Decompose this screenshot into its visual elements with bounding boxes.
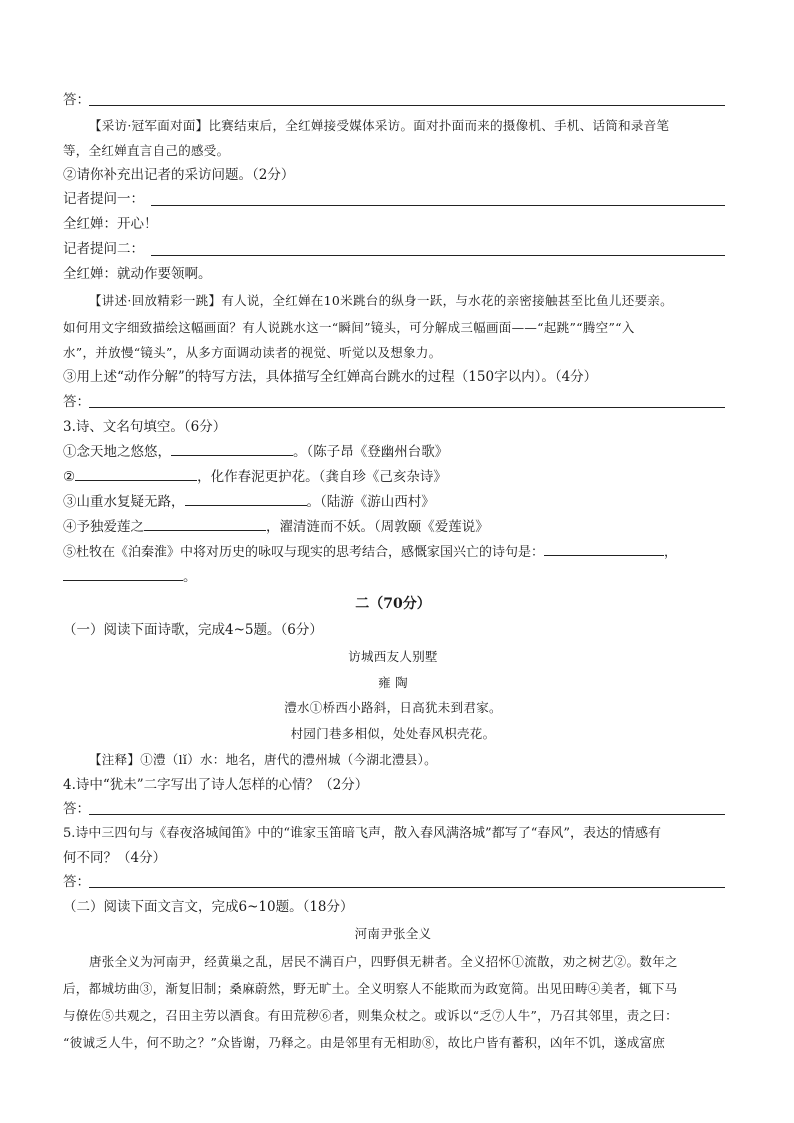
answer-underline [89, 814, 725, 815]
question-2: ②请你补充出记者的采访问题。（2分） [63, 167, 295, 183]
fill-blank-2[interactable] [75, 466, 197, 481]
exam-page [63, 88, 723, 1056]
poem-note: 【注释】①澧（lǐ）水：地名，唐代的澧州城（今湖北澧县）。 [89, 752, 437, 767]
answer-label: 答： [63, 394, 90, 410]
answer-label: 答： [63, 92, 90, 108]
fill-blank-3[interactable] [185, 491, 307, 506]
fill-blank-5a[interactable] [544, 541, 664, 556]
prose-line-2: 后，都城坊曲③，渐复旧制；桑麻蔚然，野无旷土。全义明察人不能欺而为政宽简。出见田畴④美者，辄下马 [63, 981, 678, 996]
answer-line-4[interactable] [63, 870, 723, 894]
fill-blank-5b[interactable] [63, 566, 183, 581]
narrate-line-1: 【讲述·回放精彩一跳】有人说，全红婵在10米跳台的纵身一跃，与水花的亲密接触甚至比鱼儿还要亲。 [89, 293, 673, 308]
poem-line-1: 澧水①桥西小路斜，日高犹未到君家。 [284, 700, 502, 715]
question-5-line-1: 5.诗中三四句与《春夜洛城闻笛》中的“谁家玉笛暗飞声，散入春风满洛城”都写了“春风”，表达的情感有 [63, 826, 661, 841]
prose-title: 河南尹张全义 [354, 926, 432, 941]
answer-line-1[interactable] [63, 88, 723, 112]
answer-line-3[interactable] [63, 797, 723, 821]
question-4: 4.诗中“犹未”二字写出了诗人怎样的心情？（2分） [63, 777, 369, 793]
fill-item-2-post: ，化作春泥更护花。（龚自珍《己亥杂诗》 [197, 469, 447, 485]
reporter-question-1[interactable] [63, 187, 723, 212]
fill-blank-4[interactable] [144, 516, 266, 531]
answer-quan-1: 全红婵：开心！ [63, 216, 158, 232]
answer-underline [89, 407, 725, 408]
fill-item-5-text: ⑤杜牧在《泊秦淮》中将对历史的咏叹与现实的思考结合，感慨家国兴亡的诗句是： [63, 545, 545, 560]
fill-item-5[interactable] [63, 540, 723, 565]
fill-item-2-pre: ② [63, 469, 76, 485]
narrate-line-2: 如何用文字细致描绘这幅画面？有人说跳水这一“瞬间”镜头，可分解成三幅画面——“起跳”“腾空”“入 [63, 320, 635, 335]
interview-intro-line-2: 等，全红婵直言自己的感受。 [63, 143, 230, 158]
fill-item-1[interactable] [63, 440, 723, 465]
answer-underline [89, 887, 725, 888]
fill-item-2[interactable] [63, 465, 723, 490]
fill-item-1-post: 。（陈子昂《登幽州台歌》 [293, 444, 449, 460]
fill-item-5-end: 。 [183, 569, 197, 585]
reporter-question-2-underline [151, 255, 725, 256]
prose-line-3: 与僚佐⑤共观之，召田主劳以酒食。有田荒秽⑥者，则集众杖之。或诉以“乏⑦人牛”，乃召其邻里，责之曰： [63, 1008, 678, 1023]
poem-title: 访城西友人别墅 [348, 649, 438, 664]
fill-item-3-post: 。（陆游《游山西村》 [306, 494, 435, 510]
reporter-question-1-underline [151, 205, 725, 206]
reporter-question-1-label: 记者提问一： [63, 191, 144, 207]
reporter-question-2-label: 记者提问二： [63, 241, 144, 257]
fill-blank-1[interactable] [171, 441, 293, 456]
fill-item-4[interactable] [63, 515, 723, 540]
fill-item-5-cont[interactable] [63, 565, 723, 590]
fill-item-5-comma: ， [664, 545, 678, 560]
fill-item-4-post: ，濯清涟而不妖。（周敦颐《爱莲说》 [266, 519, 489, 535]
answer-underline [89, 105, 725, 106]
interview-intro-line-1: 【采访·冠军面对面】比赛结束后，全红婵接受媒体采访。面对扑面而来的摄像机、手机、话筒和录音笔 [89, 118, 670, 133]
question-5-line-2: 何不同？（4分） [63, 850, 167, 866]
fill-item-3-pre: ③山重水复疑无路， [63, 494, 185, 510]
section-2-heading: （二）阅读下面文言文，完成6~10题。（18分） [63, 899, 354, 915]
answer-line-2[interactable] [63, 390, 723, 414]
answer-quan-2: 全红婵：就动作要领啊。 [63, 266, 212, 282]
fill-item-3[interactable] [63, 490, 723, 515]
answer-label: 答： [63, 801, 90, 817]
poem-fill-heading: 3.诗、文名句填空。（6分） [63, 419, 227, 435]
narrate-line-3: 水”，并放慢“镜头”，从多方面调动读者的视觉、听觉以及想象力。 [63, 345, 442, 360]
part-2-title: 二（70分） [355, 596, 431, 612]
section-1-heading: （一）阅读下面诗歌，完成4~5题。（6分） [63, 622, 323, 638]
poem-line-2: 村园门巷多相似，处处春风枳壳花。 [290, 726, 496, 741]
fill-item-1-pre: ①念天地之悠悠， [63, 444, 171, 460]
question-3: ③用上述“动作分解”的特写方法，具体描写全红婵高台跳水的过程（150字以内）。（4分） [63, 369, 598, 385]
answer-label: 答： [63, 874, 90, 890]
fill-item-4-pre: ④予独爱莲之 [63, 519, 144, 535]
prose-line-1: 唐张全义为河南尹，经黄巢之乱，居民不满百户，四野俱无耕者。全义招怀①流散，劝之树艺②。数年之 [89, 954, 678, 969]
poem-author: 雍 陶 [378, 675, 408, 690]
reporter-question-2[interactable] [63, 237, 723, 262]
prose-line-4: “彼诚乏人牛，何不助之？”众皆谢，乃释之。由是邻里有无相助⑧，故比户皆有蓄积，凶年不饥，遂成富庶 [63, 1035, 666, 1050]
